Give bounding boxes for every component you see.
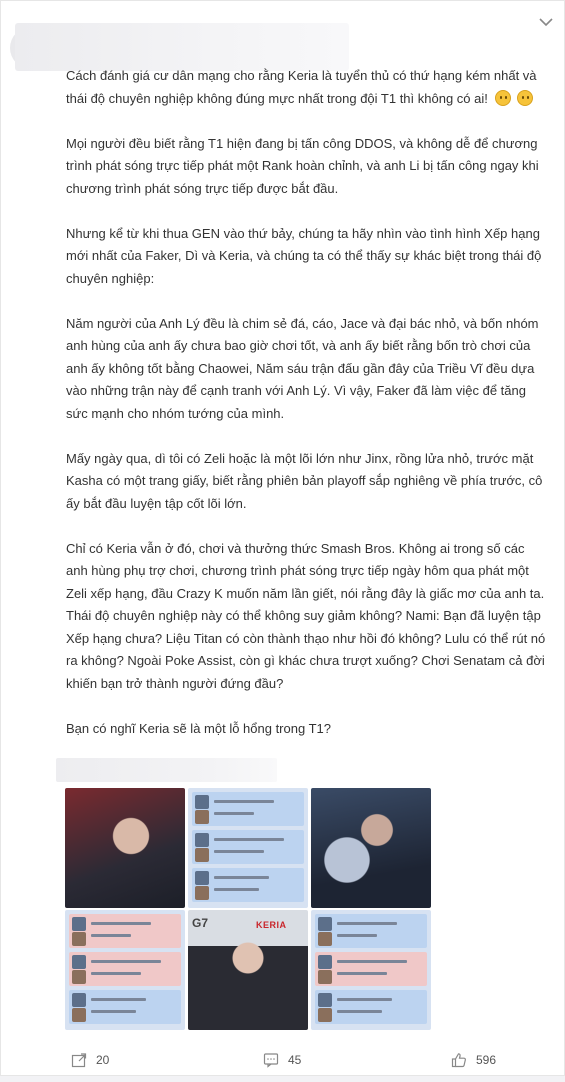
image-thumb-stream-photo[interactable] [188, 910, 308, 1030]
match-row [315, 952, 427, 986]
comment-count: 45 [288, 1053, 302, 1067]
post-content [66, 65, 546, 763]
match-row [69, 990, 181, 1024]
keria-label: KERIA [256, 920, 287, 930]
post-paragraph: Năm người của Anh Lý đều là chim sẻ đá, cáo, Jace và đại bác nhỏ, và bốn nhóm anh hùng của anh ấy chưa bao giờ chơi tốt, và anh ấy biết rằng bốn trò chơi của anh ấy không tốt bằng Chaowei, Năm sáu trận đấu gần đây của Triều Vĩ đều dựa vào những trận này để cạnh tranh với Anh Lý. Vì vậy, Faker đã làm việc để tăng sức mạnh cho nhóm tướng của mình. [66, 315, 539, 421]
thumbs-up-icon [451, 1052, 467, 1068]
image-thumb-match-history[interactable] [311, 910, 431, 1030]
post-paragraph: Chỉ có Keria vẫn ở đó, chơi và thưởng thức Smash Bros. Không ai trong số các anh hùng phụ trợ chơi, chương trình phát sóng trực tiếp ngày hôm qua phát một Zeli xếp hạng, đầu Crazy K muốn năm lần giết, nói rằng đây là giấc mơ của anh ta. Thái độ chuyên nghiệp này có thể không suy giảm không? Nami: Bạn đã luyện tập Xếp hạng chưa? Liệu Titan có còn thành thạo như hồi đó không? Lulu có thể rút nó ra không? Ngoài Poke Assist, còn gì khác chưa trượt xuống? Chơi Senatam cả đời khiến bạn trở thành người đứng đầu? [66, 540, 546, 691]
match-row [69, 914, 181, 948]
post-paragraph: Mọi người đều biết rằng T1 hiện đang bị tấn công DDOS, và không dễ để chương trình phát sóng trực tiếp phát một Rank hoàn chỉnh, và anh Li bị tấn công ngay khi chương trình phát sóng trực tiếp được bắt đầu. [66, 135, 539, 196]
share-count: 20 [96, 1053, 110, 1067]
share-button[interactable] [71, 1044, 109, 1076]
match-row [192, 792, 304, 826]
post-paragraph: Cách đánh giá cư dân mạng cho rằng Keria là tuyển thủ có thứ hạng kém nhất và thái độ chuyên nghiệp không đúng mực nhất trong đội T1 thì không có ai! [66, 68, 537, 106]
match-row [192, 868, 304, 902]
post-paragraph: Bạn có nghĩ Keria sẽ là một lỗ hổng trong T1? [66, 720, 331, 736]
image-thumb-trophy-photo[interactable] [311, 788, 431, 908]
share-icon [71, 1052, 87, 1068]
post-actions [1, 1044, 565, 1076]
match-row [192, 830, 304, 864]
g7-label: G7 [192, 916, 209, 930]
smile-emoji [495, 90, 511, 106]
repost-author-blurred [56, 758, 277, 782]
match-row [315, 990, 427, 1024]
post-paragraph: Mấy ngày qua, dì tôi có Zeli hoặc là một lõi lớn như Jinx, rồng lửa nhỏ, trước mặt Kasha có một trang giấy, biết rằng phiên bản playoff sắp nghiêng về phía trước, cô ấy bắt đầu luyện tập cốt lõi lớn. [66, 450, 543, 511]
image-thumb-match-history[interactable] [188, 788, 308, 908]
smile-emoji [517, 90, 533, 106]
match-row [69, 952, 181, 986]
like-button[interactable] [451, 1044, 496, 1076]
chevron-down-icon[interactable] [537, 15, 555, 29]
image-thumb-player-photo[interactable] [65, 788, 185, 908]
like-count: 596 [476, 1053, 497, 1067]
comment-icon [263, 1052, 279, 1068]
comment-button[interactable] [263, 1044, 301, 1076]
post-paragraph: Nhưng kể từ khi thua GEN vào thứ bảy, chúng ta hãy nhìn vào tình hình Xếp hạng mới nhất của Faker, Dì và Keria, và chúng ta có thể thấy sự khác biệt trong thái độ chuyên nghiệp: [66, 225, 542, 286]
match-row [315, 914, 427, 948]
image-thumb-match-history[interactable] [65, 910, 185, 1030]
author-header-blurred [15, 23, 349, 71]
